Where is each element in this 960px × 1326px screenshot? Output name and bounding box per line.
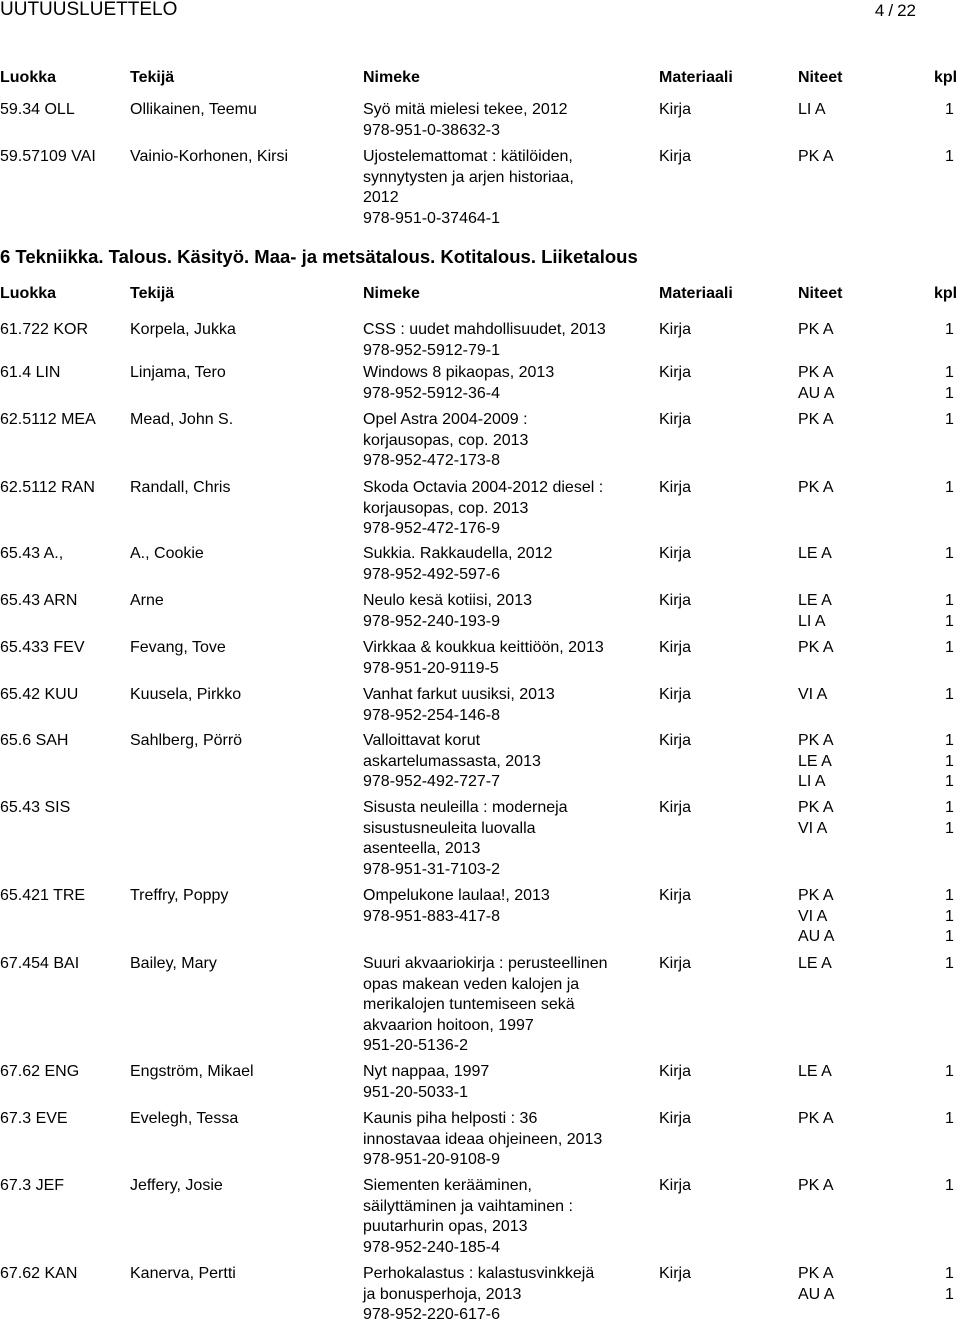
tekija-cell: Sahlberg, Pörrö [130,732,243,749]
column-header-kpl: kpl [934,285,958,302]
nimeke-line: korjausopas, cop. 2013 [363,499,529,517]
kpl-cell [945,1109,954,1130]
luokka-cell: 61.4 LIN [0,364,61,381]
nimeke-line: 978-951-883-417-8 [363,907,500,925]
nimeke-line: Nyt nappaa, 1997 [363,1063,490,1080]
materiaali-cell: Kirja [659,592,692,609]
column-header-materiaali: Materiaali [659,69,733,86]
kpl-line: 1 [945,1063,954,1080]
column-header-niteet: Niteet [798,69,843,86]
kpl-cell [945,798,954,839]
column-header-tekija: Tekijä [130,285,175,302]
page-current: 4 [874,1,885,20]
nimeke-line: Suuri akvaariokirja : perusteellinen [363,955,608,972]
nimeke-line: 951-20-5136-2 [363,1037,468,1054]
kpl-line: 1 [945,928,954,945]
kpl-line: 1 [945,321,954,338]
materiaali-cell: Kirja [659,411,692,428]
materiaali-cell: Kirja [659,686,692,703]
tekija-cell: Korpela, Jukka [130,321,236,338]
kpl-line: 1 [945,479,954,496]
nimeke-line: Sisusta neuleilla : moderneja [363,799,568,816]
kpl-line: 1 [945,732,954,749]
nimeke-cell [363,410,653,472]
materiaali-cell: Kirja [659,545,692,562]
kpl-line: 1 [945,819,954,837]
tekija-cell: A., Cookie [130,545,204,562]
nimeke-line: Sukkia. Rakkaudella, 2012 [363,545,553,562]
column-header-row-2 [0,284,960,306]
luokka-cell: 65.433 FEV [0,639,85,656]
kpl-cell [945,478,954,499]
tekija-cell: Arne [130,592,164,609]
nimeke-line: 978-952-220-617-6 [363,1306,500,1323]
nimeke-line: 978-952-254-146-8 [363,706,500,724]
document-title: UUTUUSLUETTELO [0,0,178,20]
niteet-line: LE A [798,545,832,562]
nimeke-line: askartelumassasta, 2013 [363,752,541,770]
materiaali-cell: Kirja [659,1265,692,1282]
niteet-line: PK A [798,732,834,749]
nimeke-line: merikalojen tuntemiseen sekä [363,996,575,1013]
nimeke-line: Opel Astra 2004-2009 : [363,411,528,428]
niteet-line: PK A [798,1177,834,1194]
tekija-cell: Fevang, Tove [130,639,226,656]
kpl-cell [945,147,954,168]
kpl-cell [945,1264,954,1305]
nimeke-line: Syö mitä mielesi tekee, 2012 [363,101,568,118]
niteet-line: PK A [798,887,834,904]
nimeke-line: innostavaa ideaa ohjeineen, 2013 [363,1130,603,1148]
materiaali-cell: Kirja [659,101,692,118]
tekija-cell: Bailey, Mary [130,955,217,972]
kpl-line: 1 [945,364,954,381]
kpl-line: 1 [945,907,954,925]
luokka-cell: 65.6 SAH [0,732,69,749]
nimeke-line: 978-951-0-38632-3 [363,121,500,139]
niteet-cell [798,147,834,168]
nimeke-line: 978-951-31-7103-2 [363,860,500,878]
kpl-line: 1 [945,1110,954,1127]
luokka-cell: 65.421 TRE [0,887,86,904]
tekija-cell: Ollikainen, Teemu [130,101,257,118]
niteet-line: AU A [798,928,835,945]
niteet-line: PK A [798,1110,834,1127]
nimeke-cell [363,685,653,726]
niteet-line: LI A [798,101,826,118]
materiaali-cell: Kirja [659,799,692,816]
nimeke-cell [363,954,653,1057]
column-header-materiaali: Materiaali [659,285,733,302]
kpl-line: 1 [945,101,954,118]
tekija-cell: Jeffery, Josie [130,1177,223,1194]
kpl-line: 1 [945,639,954,656]
nimeke-line: synnytysten ja arjen historiaa, [363,168,574,186]
nimeke-cell [363,1264,653,1326]
luokka-cell: 61.722 KOR [0,321,89,338]
materiaali-cell: Kirja [659,364,692,381]
tekija-cell: Vainio-Korhonen, Kirsi [130,148,289,165]
nimeke-cell [363,1062,653,1103]
luokka-cell: 67.454 BAI [0,955,80,972]
kpl-cell [945,685,954,706]
materiaali-cell: Kirja [659,887,692,904]
nimeke-line: 978-952-472-176-9 [363,520,500,537]
kpl-line: 1 [945,799,954,816]
materiaali-cell: Kirja [659,1177,692,1194]
nimeke-cell [363,363,653,404]
niteet-line: LE A [798,1063,832,1080]
nimeke-line: 978-952-5912-36-4 [363,384,500,402]
niteet-cell [798,410,834,431]
kpl-cell [945,363,954,404]
niteet-line: VI A [798,686,828,703]
luokka-cell: 65.42 KUU [0,686,79,703]
nimeke-cell [363,591,653,632]
nimeke-cell [363,1109,653,1171]
column-header-luokka: Luokka [0,285,57,302]
niteet-line: PK A [798,411,834,428]
nimeke-line: Perhokalastus : kalastusvinkkejä [363,1265,595,1282]
niteet-line: AU A [798,1285,835,1303]
nimeke-line: 978-952-240-185-4 [363,1238,500,1256]
column-header-row [0,68,960,90]
materiaali-cell: Kirja [659,148,692,165]
niteet-cell [798,638,834,659]
materiaali-cell: Kirja [659,321,692,338]
tekija-cell: Linjama, Tero [130,364,226,381]
kpl-line: 1 [945,752,954,770]
niteet-cell [798,363,834,404]
nimeke-line: 978-952-492-727-7 [363,773,500,790]
tekija-cell: Engström, Mikael [130,1063,254,1080]
nimeke-line: akvaarion hoitoon, 1997 [363,1016,534,1034]
niteet-line: LE A [798,592,832,609]
nimeke-cell [363,638,653,679]
nimeke-line: asenteella, 2013 [363,840,481,857]
tekija-cell: Kanerva, Pertti [130,1265,236,1282]
page-indicator [875,0,916,22]
page-total: 22 [897,1,916,20]
niteet-line: PK A [798,639,834,656]
column-header-luokka: Luokka [0,69,57,86]
nimeke-line: Windows 8 pikaopas, 2013 [363,364,555,381]
nimeke-line: Valloittavat korut [363,732,481,749]
nimeke-cell [363,544,653,585]
nimeke-cell [363,798,653,880]
column-header-nimeke: Nimeke [363,285,420,302]
kpl-line: 1 [945,1285,954,1303]
niteet-cell [798,1264,834,1305]
niteet-line: LE A [798,752,832,770]
niteet-line: AU A [798,384,835,402]
niteet-cell [798,798,834,839]
kpl-line: 1 [945,545,954,562]
nimeke-line: ja bonusperhoja, 2013 [363,1285,522,1303]
nimeke-line: Neulo kesä kotiisi, 2013 [363,592,532,609]
nimeke-cell [363,100,653,141]
luokka-cell: 59.34 OLL [0,101,75,118]
nimeke-cell [363,478,653,540]
niteet-cell [798,731,834,793]
section-heading: 6 Tekniikka. Talous. Käsityö. Maa- ja metsätalous. Kotitalous. Liiketalous [0,246,638,267]
niteet-cell [798,954,832,975]
luokka-cell: 62.5112 MEA [0,411,96,428]
materiaali-cell: Kirja [659,955,692,972]
nimeke-line: Siementen kerääminen, [363,1177,532,1194]
nimeke-cell [363,731,653,793]
niteet-line: LE A [798,955,832,972]
niteet-cell [798,100,826,121]
nimeke-cell [363,147,653,229]
nimeke-cell [363,320,653,361]
kpl-line: 1 [945,773,954,790]
niteet-cell [798,544,832,565]
niteet-line: LI A [798,612,826,630]
nimeke-line: 978-952-492-597-6 [363,565,500,583]
nimeke-line: 2012 [363,189,399,206]
column-header-tekija: Tekijä [130,69,175,86]
niteet-line: PK A [798,799,834,816]
niteet-line: PK A [798,1265,834,1282]
nimeke-line: korjausopas, cop. 2013 [363,431,529,449]
tekija-cell: Randall, Chris [130,479,231,496]
kpl-line: 1 [945,1177,954,1194]
nimeke-line: Ujostelemattomat : kätilöiden, [363,148,573,165]
niteet-cell [798,685,827,706]
luokka-cell: 67.62 KAN [0,1265,78,1282]
niteet-cell [798,478,834,499]
page-separator: / [888,1,894,20]
luokka-cell: 67.62 ENG [0,1063,80,1080]
nimeke-line: 951-20-5033-1 [363,1083,468,1101]
materiaali-cell: Kirja [659,732,692,749]
nimeke-line: 978-952-5912-79-1 [363,341,500,359]
niteet-cell [798,320,834,341]
niteet-line: PK A [798,479,834,496]
kpl-cell [945,731,954,793]
luokka-cell: 59.57109 VAI [0,148,96,165]
nimeke-line: opas makean veden kalojen ja [363,975,580,993]
kpl-cell [945,544,954,565]
kpl-line: 1 [945,148,954,165]
tekija-cell: Evelegh, Tessa [130,1110,239,1127]
nimeke-line: Ompelukone laulaa!, 2013 [363,887,550,904]
nimeke-line: 978-951-0-37464-1 [363,209,500,227]
kpl-line: 1 [945,686,954,703]
tekija-cell: Treffry, Poppy [130,887,229,904]
niteet-cell [798,591,832,632]
kpl-cell [945,954,954,975]
luokka-cell: 67.3 JEF [0,1177,65,1194]
column-header-nimeke: Nimeke [363,69,420,86]
niteet-line: PK A [798,148,834,165]
materiaali-cell: Kirja [659,1063,692,1080]
kpl-line: 1 [945,411,954,428]
nimeke-line: puutarhurin opas, 2013 [363,1218,528,1235]
luokka-cell: 65.43 A., [0,545,64,562]
materiaali-cell: Kirja [659,639,692,656]
nimeke-line: 978-952-240-193-9 [363,612,500,630]
kpl-cell [945,1176,954,1197]
column-header-kpl: kpl [934,69,958,86]
nimeke-line: Skoda Octavia 2004-2012 diesel : [363,479,604,496]
materiaali-cell: Kirja [659,1110,692,1127]
kpl-line: 1 [945,384,954,402]
nimeke-line: CSS : uudet mahdollisuudet, 2013 [363,321,606,338]
nimeke-line: 978-951-20-9119-5 [363,659,499,677]
kpl-line: 1 [945,955,954,972]
kpl-cell [945,638,954,659]
page-header [0,0,960,24]
nimeke-cell [363,886,653,927]
kpl-cell [945,410,954,431]
nimeke-line: Virkkaa & koukkua keittiöön, 2013 [363,639,604,656]
niteet-line: VI A [798,819,828,837]
tekija-cell: Mead, John S. [130,411,234,428]
nimeke-line: 978-951-20-9108-9 [363,1151,500,1168]
kpl-cell [945,320,954,341]
luokka-cell: 67.3 EVE [0,1110,68,1127]
tekija-cell: Kuusela, Pirkko [130,686,242,703]
nimeke-cell [363,1176,653,1258]
column-header-niteet: Niteet [798,285,843,302]
niteet-cell [798,1176,834,1197]
niteet-cell [798,1109,834,1130]
niteet-cell [798,886,834,948]
nimeke-line: säilyttäminen ja vaihtaminen : [363,1197,573,1215]
luokka-cell: 65.43 ARN [0,592,78,609]
luokka-cell: 65.43 SIS [0,799,71,816]
nimeke-line: 978-952-472-173-8 [363,452,500,469]
kpl-cell [945,1062,954,1083]
kpl-line: 1 [945,1265,954,1282]
niteet-line: PK A [798,364,834,381]
nimeke-line: Vanhat farkut uusiksi, 2013 [363,686,555,703]
kpl-cell [945,591,954,632]
kpl-cell [945,886,954,948]
niteet-cell [798,1062,832,1083]
kpl-line: 1 [945,592,954,609]
kpl-line: 1 [945,887,954,904]
niteet-line: VI A [798,907,828,925]
nimeke-line: sisustusneuleita luovalla [363,819,536,837]
nimeke-line: Kaunis piha helposti : 36 [363,1110,538,1127]
kpl-cell [945,100,954,121]
kpl-line: 1 [945,612,954,630]
materiaali-cell: Kirja [659,479,692,496]
luokka-cell: 62.5112 RAN [0,479,95,496]
niteet-line: PK A [798,321,834,338]
niteet-line: LI A [798,773,826,790]
